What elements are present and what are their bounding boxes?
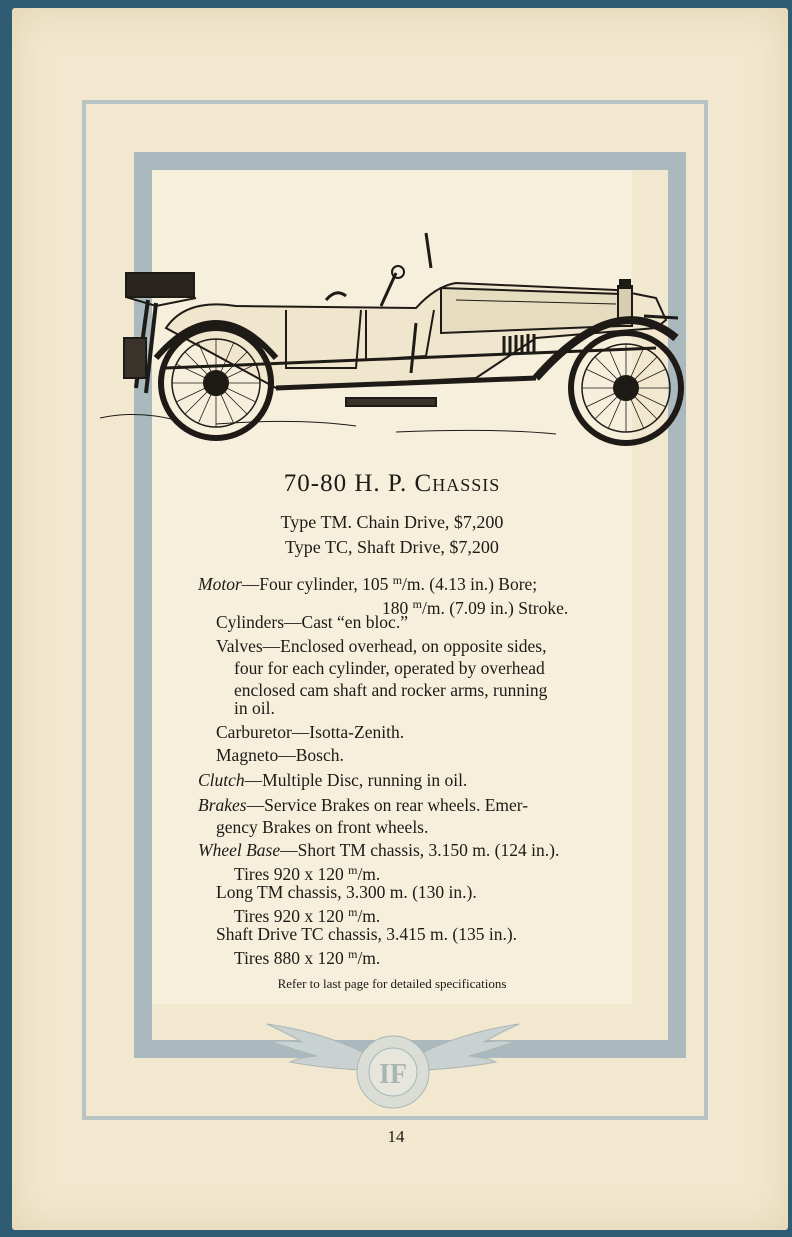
tires-2: Tires 920 x 120 xyxy=(234,906,349,926)
type-tm-line: Type TM. Chain Drive, $7,200 xyxy=(280,512,504,532)
spec-wheelbase-2: Long TM chassis, 3.300 m. (130 in.). xyxy=(216,882,477,902)
motor-text-c: 180 xyxy=(382,598,413,618)
spec-magneto: Magneto—Bosch. xyxy=(216,745,344,765)
tires-1: Tires 920 x 120 xyxy=(234,864,349,884)
wheelbase-text-1: —Short TM chassis, 3.150 m. (124 in.). xyxy=(280,840,560,860)
spec-motor xyxy=(198,570,537,595)
tires-unit: /m. xyxy=(357,948,381,968)
motor-text-d: /m. (7.09 in.) Stroke. xyxy=(421,598,569,618)
wheelbase-label: Wheel Base xyxy=(198,840,281,860)
title-chassis: Chassis xyxy=(414,470,501,497)
spec-valves-2: four for each cylinder, operated by overhead xyxy=(234,658,545,678)
spec-cylinders: Cylinders—Cast “en bloc.” xyxy=(216,612,408,632)
sup-m: m xyxy=(348,863,358,877)
spec-valves-4: in oil. xyxy=(234,698,275,718)
sup-m: m xyxy=(348,905,358,919)
page-number: 14 xyxy=(387,1127,405,1146)
spec-valves-3: enclosed cam shaft and rocker arms, running xyxy=(234,680,548,700)
spec-carburetor: Carburetor—Isotta-Zenith. xyxy=(216,722,405,742)
spec-wheelbase-3: Shaft Drive TC chassis, 3.415 m. (135 in.). xyxy=(216,924,518,944)
spec-brakes-2: gency Brakes on front wheels. xyxy=(216,817,429,837)
brakes-text-1: —Service Brakes on rear wheels. Emer- xyxy=(246,795,529,815)
logo-letters: IF xyxy=(379,1059,407,1090)
spec-brakes-1 xyxy=(198,795,528,816)
spec-valves-1: Valves—Enclosed overhead, on opposite sides, xyxy=(216,636,547,656)
clutch-label: Clutch xyxy=(198,770,245,790)
refer-note: Refer to last page for detailed specifications xyxy=(277,976,507,991)
tires-unit: /m. xyxy=(357,864,381,884)
type-tc-line: Type TC, Shaft Drive, $7,200 xyxy=(285,537,499,557)
motor-text-b: /m. (4.13 in.) Bore; xyxy=(402,574,538,594)
spec-wheelbase-1 xyxy=(198,840,559,861)
sup-m: m xyxy=(348,947,358,961)
spec-tires-3 xyxy=(234,944,380,969)
car-illustration xyxy=(96,228,686,453)
page-title xyxy=(152,470,632,498)
spec-motor-stroke xyxy=(382,594,568,619)
motor-text-a: —Four cylinder, 105 xyxy=(241,574,393,594)
motor-label: Motor xyxy=(198,574,242,594)
title-hp: H. P. xyxy=(354,470,408,497)
tires-3: Tires 880 x 120 xyxy=(234,948,349,968)
clutch-text: —Multiple Disc, running in oil. xyxy=(244,770,468,790)
tires-unit: /m. xyxy=(357,906,381,926)
sup-m: m xyxy=(412,597,422,611)
title-number: 70-80 xyxy=(283,470,348,497)
spec-clutch xyxy=(198,770,467,791)
brakes-label: Brakes xyxy=(198,795,247,815)
winged-logo xyxy=(262,1012,524,1112)
sup-m: m xyxy=(392,573,403,587)
